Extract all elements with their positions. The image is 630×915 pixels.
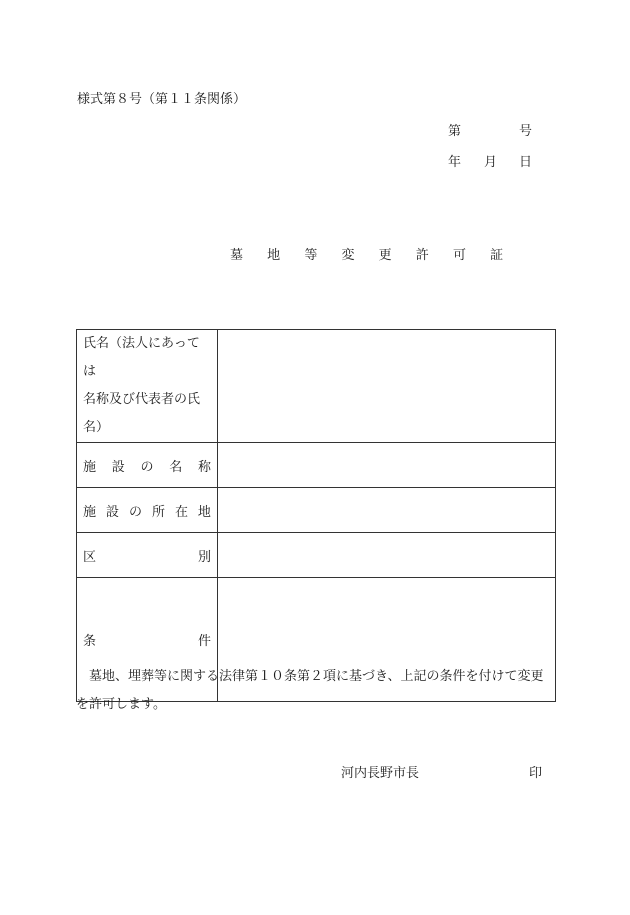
applicant-name-label-line1: 氏名（法人にあっては	[83, 336, 200, 379]
category-label	[77, 533, 218, 578]
label-char: 称	[197, 459, 211, 475]
seal-mark: 印	[529, 766, 543, 781]
label-char: 施	[83, 459, 97, 475]
facility-name-label	[77, 443, 218, 488]
facility-location-label	[77, 488, 218, 533]
number-suffix: 号	[519, 124, 533, 139]
label-char: 別	[197, 549, 211, 565]
title-char: 地	[267, 248, 291, 263]
facility-location-field[interactable]	[218, 488, 556, 533]
applicant-name-label	[77, 330, 218, 443]
document-title	[230, 244, 513, 263]
issuer-name: 河内長野市長	[341, 766, 420, 781]
label-char: 地	[197, 504, 211, 520]
label-char: 設	[111, 459, 125, 475]
label-char: の	[140, 459, 154, 475]
title-char: 墓	[230, 248, 254, 263]
label-char: 施	[83, 504, 97, 520]
label-char: 区	[83, 549, 97, 565]
label-char: 件	[197, 634, 211, 649]
facility-name-field[interactable]	[218, 443, 556, 488]
label-char: 設	[105, 504, 119, 520]
label-char: 所	[151, 504, 165, 520]
form-number: 様式第８号（第１１条関係）	[77, 92, 247, 107]
date-day-label: 日	[519, 155, 533, 170]
applicant-name-label-line2: 名称及び代表者の氏名）	[83, 392, 201, 435]
title-char: 等	[304, 248, 328, 263]
title-char: 許	[415, 248, 439, 263]
title-char: 変	[341, 248, 365, 263]
category-field[interactable]	[218, 533, 556, 578]
title-char: 可	[452, 248, 476, 263]
title-char: 証	[490, 248, 514, 263]
date-month-label: 月	[484, 155, 498, 170]
title-char: 更	[378, 248, 402, 263]
number-prefix: 第	[448, 124, 462, 139]
label-char: の	[128, 504, 142, 520]
date-year-label: 年	[448, 155, 462, 170]
label-char: 在	[174, 504, 188, 520]
label-char: 条	[83, 634, 97, 649]
permit-table	[76, 329, 556, 702]
permit-statement: 墓地、埋葬等に関する法律第１０条第２項に基づき、上記の条件を付けて変更を許可します。	[76, 669, 544, 712]
table-row	[77, 330, 556, 443]
label-char: 名	[169, 459, 183, 475]
table-row	[77, 488, 556, 533]
applicant-name-field[interactable]	[218, 330, 556, 443]
table-row	[77, 443, 556, 488]
table-row	[77, 533, 556, 578]
